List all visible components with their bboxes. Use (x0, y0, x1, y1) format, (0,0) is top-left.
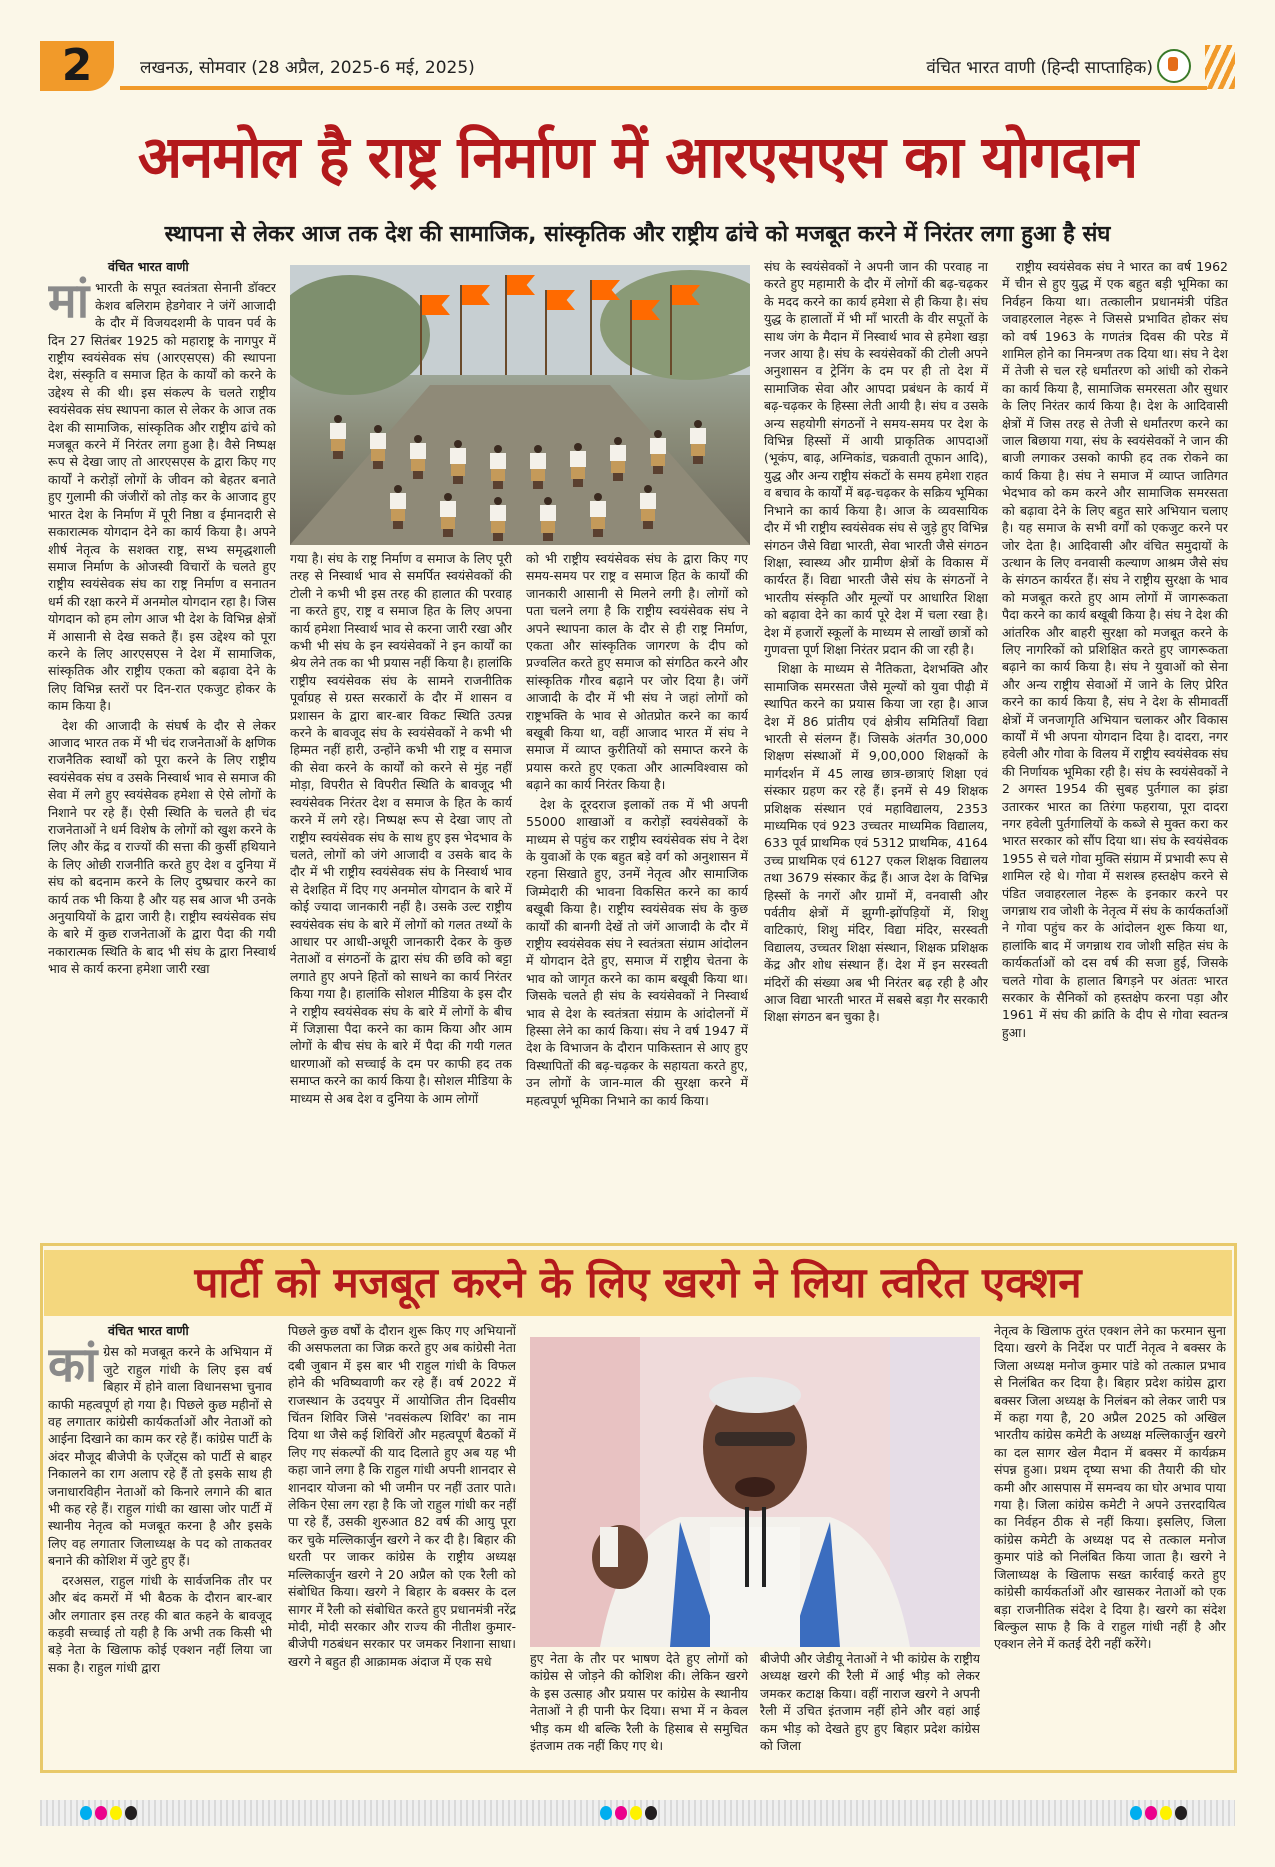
story1-column-2 (290, 550, 512, 1220)
story1-paragraph: शिक्षा के माध्यम से नैतिकता, देशभक्ति और सामाजिक समरसता जैसे मूल्यों को युवा पीढ़ी में स्थापित करने का प्रयास किया जा रहा है। आज देश में 86 प्रांतीय एवं क्षेत्रीय समितियाँ विद्या भारती से संलग्न हैं। जिसके अंतर्गत 30,000 शिक्षण संस्थाओं में 9,00,000 शिक्षकों के मार्गदर्शन में 45 लाख छात्र-छात्राएं शिक्षा एवं संस्कार ग्रहण कर रहे हैं। इनमें से 49 शिक्षक प्रशिक्षक संस्थान एवं महाविद्यालय, 2353 माध्यमिक एवं 923 उच्चतर माध्यमिक विद्यालय, 633 पूर्व प्राथमिक एवं 5312 प्राथमिक, 4164 उच्च प्राथमिक एवं 6127 एकल शिक्षक विद्यालय तथा 3679 संस्कार केंद्र हैं। आज देश के विभिन्न हिस्सों के नगरों और ग्रामों में, वनवासी और पर्वतीय क्षेत्रों में झुग्गी-झोंपड़ियों में, शिशु वाटिकाएं, शिशु मंदिर, विद्या मंदिर, सरस्वती विद्यालय, उच्चतर शिक्षा संस्थान, शिक्षक प्रशिक्षक केंद्र और शोध संस्थान हैं। देश में इन सरस्वती मंदिरों की संख्या अब भी निरंतर बढ़ रही है और आज विद्या भारती भारत में सबसे बड़ा गैर सरकारी शिक्षा संगठन बन चुका है। (764, 661, 988, 1025)
story2-headline: पार्टी को मजबूत करने के लिए खरगे ने लिया त्वरित एक्शन (44, 1250, 1232, 1316)
story1-subheadline: स्थापना से लेकर आज तक देश की सामाजिक, सांस्कृतिक और राष्ट्रीय ढांचे को मजबूत करने में निरंतर लगा हुआ है संघ (164, 222, 1111, 247)
paper-name: वंचित भारत वाणी (हिन्दी साप्ताहिक) (926, 58, 1153, 78)
story2-column-1 (48, 1322, 272, 1762)
story2-paragraph: नेतृत्व के खिलाफ तुरंत एक्शन लेने का फरमान सुना दिया। खरगे के निर्देश पर पार्टी नेतृत्व ने बक्सर के जिला अध्यक्ष मनोज कुमार पांडे को तत्काल प्रभाव से निलंबित कर दिया है। बिहार प्रदेश कांग्रेस द्वारा बक्सर जिला अध्यक्ष के निलंबन को लेकर जारी पत्र में कहा गया है, 20 अप्रैल 2025 को अखिल भारतीय कांग्रेस कमेटी के अध्यक्ष मल्लिकार्जुन खरगे का दल सागर खेल मैदान में बक्सर में कार्यक्रम संपन्न हुआ। प्रथम दृष्या सभा की तैयारी की घोर कमी और आसपास में समन्वय का घोर अभाव पाया गया है। जिला कांग्रेस कमेटी ने अपने उत्तरदायित्व का निर्वहन ठीक से नहीं किया। इसलिए, जिला कांग्रेस कमेटी के अध्यक्ष पद से तत्काल मनोज कुमार पांडे को निलंबित किया जाता है। खरगे ने जिलाध्यक्ष के खिलाफ सख्त कार्रवाई करते हुए कांग्रेसी कार्यकर्ताओं और खासकर नेताओं को एक बड़ा राजनीतिक संदेश दे दिया है। खरगे का संदेश बिल्कुल साफ है कि वे राहुल गांधी नहीं है और एक्शन लेने में कतई देरी नहीं करेंगे। (994, 1323, 1226, 1652)
header-stripes (1205, 45, 1235, 89)
story2-byline: वंचित भारत वाणी (108, 1323, 189, 1338)
story1-byline: वंचित भारत वाणी (108, 259, 189, 274)
story2-paragraph: हुए नेता के तौर पर भाषण देते हुए लोगों को कांग्रेस से जोड़ने की कोशिश की। लेकिन खरगे के इस उत्साह और प्रयास पर कांग्रेस के स्थानीय नेताओं ने ही पानी फेर दिया। सभा में न केवल भीड़ कम थी बल्कि रैली के हिसाब से समुचित इंतजाम तक नहीं किए गए थे। (530, 1651, 748, 1754)
story1-column-5 (1002, 258, 1228, 1220)
story1-paragraph: राष्ट्रीय स्वयंसेवक संघ ने भारत का वर्ष 1962 में चीन से हुए युद्ध में एक बहुत बड़ी भूमिका का निर्वहन किया था। तत्कालीन प्रधानमंत्री पंडित जवाहरलाल नेहरू ने जिससे प्रभावित होकर संघ को वर्ष 1963 के गणतंत्र दिवस की परेड में शामिल होने का निमन्त्रण तक दिया था। संघ ने देश में तेजी से चल रहे धर्मांतरण को आंधी को रोकने का कार्य किया है, सामाजिक समरसता और सुधार के लिए निरंतर कार्य किया है। देश के आदिवासी क्षेत्रों में जिस तरह से तेजी से धर्मांतरण करने का जाल बिछाया गया, संघ के स्वयंसेवकों ने जान की बाजी लगाकर उसको काफी हद तक रोकने का कार्य किया है। संघ ने समाज में व्याप्त जातिगत भेदभाव को कम करने और सामाजिक समरसता को बढ़ावा देने के लिए बहुत सारे अभियान चलाए है। यह समाज के सभी वर्गों को एकजुट करने पर जोर देता है। आदिवासी और वंचित समुदायों के उत्थान के लिए वनवासी कल्याण आश्रम जैसे संघ के संगठन कार्यरत हैं। संघ ने राष्ट्रीय सुरक्षा के भाव को मजबूत करते हुए आम लोगों में जागरूकता पैदा करने का कार्य बखूबी किया है। संघ ने देश की आंतरिक और बाहरी सुरक्षा को मजबूत करने के लिए नागरिकों को प्रशिक्षित करते हुए जागरूकता बढ़ाने का कार्य किया है। संघ ने युवाओं को सेना और अन्य राष्ट्रीय सेवाओं में जाने के लिए प्रेरित करने का कार्य किया है, संघ ने देश के सीमावर्ती क्षेत्रों में जनजागृति अभियान चलाकर और विकास कार्यों में भी अपना योगदान दिया है। दादरा, नगर हवेली और गोवा के विलय में राष्ट्रीय स्वयंसेवक संघ की निर्णायक भूमिका रही है। संघ के स्वयंसेवकों ने 2 अगस्त 1954 की सुबह पुर्तगाल का झंडा उतारकर भारत का तिरंगा फहराया, पूरा दादरा नगर हवेली पुर्तगालियों के कब्जे से मुक्त करा कर भारत सरकार को सौंप दिया था। संघ के स्वयंसेवक 1955 से चले गोवा मुक्ति संग्राम में प्रभावी रूप से शामिल रहे थे। गोवा में सशस्त्र हस्तक्षेप करने से पंडित जवाहरलाल नेहरू के इनकार करने पर जगन्नाथ राव जोशी के नेतृत्व में संघ के कार्यकर्ताओं ने गोवा पहुंच कर के आंदोलन शुरू किया था, हालांकि बाद में जगन्नाथ राव जोशी सहित संघ के कार्यकर्ताओं को दस वर्ष की सजा हुई, जिसके चलते गोवा के हालात बिगड़ने पर अंततः भारत सरकार के सैनिकों को हस्तक्षेप करना पड़ा और 1961 में संघ की क्रांति के दीप से गोवा स्वतन्त्र हुआ। (1002, 259, 1228, 1040)
marching-volunteers-image (290, 265, 750, 545)
story1-drop-letter: मां (48, 273, 90, 330)
kharge-speech-photo (530, 1337, 980, 1647)
story1-paragraph: देश के दूरदराज इलाकों तक में भी अपनी 55000 शाखाओं व करोड़ों स्वयंसेवकों के माध्यम से पहुंच कर राष्ट्रीय स्वयंसेवक संघ ने देश के युवाओं के एक बहुत बड़े वर्ग को अनुशासन में रहना सिखाते हुए, उनमें नेतृत्व और सामाजिक जिम्मेदारी की भावना विकसित करने का कार्य बखूबी किया है। राष्ट्रीय स्वयंसेवक संघ के कुछ कार्यों की बानगी देखें तो जंगें आजादी के दौर में राष्ट्रीय स्वयंसेवक संघ ने स्वतंत्रता संग्राम आंदोलन में योगदान देते हुए, समाज में राष्ट्रीय चेतना के भाव को जागृत करने का काम बखूबी किया था। जिसके चलते ही संघ के स्वयंसेवकों ने निस्वार्थ भाव से देश के स्वतंत्रता संग्राम के आंदोलनों में हिस्सा लेने का कार्य किया। संघ ने वर्ष 1947 में देश के विभाजन के दौरान पाकिस्तान से आए हुए विस्थापितों की बढ़-चढ़कर के सहायता करते हुए, उन लोगों के जान-माल की सुरक्षा करने में महत्वपूर्ण भूमिका निभाने का कार्य किया। (526, 796, 748, 1108)
story2-column-5 (994, 1322, 1226, 1762)
dateline: लखनऊ, सोमवार (28 अप्रैल, 2025-6 मई, 2025) (140, 58, 475, 78)
story2-paragraph: बीजेपी और जेडीयू नेताओं ने भी कांग्रेस के राष्ट्रीय अध्यक्ष खरगे की रैली में आई भीड़ को लेकर जमकर कटाक्ष किया। वहीं नाराज खरगे ने अपनी रैली में उचित इंतजाम नहीं होने और वहां आई कम भीड़ को देखते हुए हुए बिहार प्रदेश कांग्रेस को जिला (760, 1651, 980, 1754)
story2-column-4 (760, 1650, 980, 1762)
registration-marks-left (80, 1806, 137, 1820)
registration-marks-right (1130, 1806, 1187, 1820)
footer-bar (40, 1800, 1235, 1826)
story1-column-4 (764, 258, 988, 1220)
story1-paragraph: देश की आजादी के संघर्ष के दौर से लेकर आजाद भारत तक में भी चंद राजनेताओं के क्षणिक राजनैतिक स्वार्थों को पूरा करने के लिए राष्ट्रीय स्वयंसेवक संघ व उसके निस्वार्थ भाव से समाज की सेवा में लगे हुए स्वयंसेवक हमेशा से ऐसे लोगों के निशाने पर रहे हैं। ऐसी स्थिति के चलते ही चंद राजनेताओं ने धर्म विशेष के लोगों को खुश करने के लिए और केंद्र व राज्यों की सत्ता की कुर्सी हथियाने के लिए ओछी राजनीति करते हुए देश व दुनिया में संघ को बदनाम करने के लिए दुष्प्रचार करने का कार्य तक भी किया है और यह सब आज भी उनके अनुयायियों के द्वारा जारी है। राष्ट्रीय स्वयंसेवक संघ के बारे में कुछ राजनेताओं के द्वारा पैदा की गयी नकारात्मक स्थिति के बाद भी संघ के द्वारा निस्वार्थ भाव से कार्य करना हमेशा जारी रखा (48, 717, 276, 977)
story2-paragraph: ग्रेस को मजबूत करने के अभियान में जुटे राहुल गांधी के लिए इस वर्ष बिहार में होने वाला विधानसभा चुनाव काफी महत्वपूर्ण हो गया है। पिछले कुछ महीनों से वह लगातार कांग्रेसी कार्यकर्ताओं और नेताओं को आईना दिखाने का काम कर रहे हैं। कांग्रेस पार्टी के अंदर मौजूद बीजेपी के एजेंट्स को पार्टी से बाहर निकालने का राग अलाप रहे हैं तो इसके साथ ही जनाधारविहीन नेताओं को किनारे लगाने की बात भी कह रहे हैं। राहुल गांधी का खासा जोर पार्टी में स्थानीय नेतृत्व को मजबूत करना है और इसके लिए वह लगातार जिलाध्यक्ष के पद को ताकतवर बनाने की कोशिश में जुटे हुए हैं। (48, 1344, 272, 1569)
story1-paragraph: गया है। संघ के राष्ट्र निर्माण व समाज के लिए पूरी तरह से निस्वार्थ भाव से समर्पित स्वयंसेवकों की टोली ने कभी भी इस तरह की हालात की परवाह ना करते हुए, राष्ट्र व समाज हित के लिए अपना कार्य हमेशा निस्वार्थ भाव से करना जारी रखा और कभी भी संघ के इन स्वयंसेवकों ने इन कार्यों का श्रेय लेने तक का भी प्रयास नहीं किया है। हालांकि राष्ट्रीय स्वयंसेवक संघ के सामने राजनीतिक पूर्वाग्रह से ग्रस्त सरकारों के दौर में शासन व प्रशासन के द्वारा बार-बार विकट स्थिति उत्पन्न करने के बावजूद संघ के स्वयंसेवकों ने कभी भी हिम्मत नहीं हारी, उन्होंने कभी भी राष्ट्र व समाज की सेवा करने के कार्यों को करने से मुंह नहीं मोड़ा, विपरीत से विपरीत स्थिति के बावजूद भी स्वयंसेवक निरंतर देश व समाज के हित के कार्य करने में लगे रहे। निष्पक्ष रूप से देखा जाए तो राष्ट्रीय स्वयंसेवक संघ के साथ हुए इस भेदभाव के चलते, लोगों को जंगे आजादी व उसके बाद के दौर में भी राष्ट्रीय स्वयंसेवक संघ के निस्वार्थ भाव से देशहित में दिए गए अनमोल योगदान के बारे में कोई ज्यादा जानकारी नहीं है। उसके उल्ट राष्ट्रीय स्वयंसेवक संघ के बारे में लोगों को गलत तथ्यों के आधार पर आधी-अधूरी जानकारी देकर के कुछ नेताओं व संगठनों के द्वारा संघ की छवि को बट्टा लगाते हुए अपने हितों को साधने का कार्य निरंतर किया गया है। हालांकि सोशल मीडिया के इस दौर ने राष्ट्रीय स्वयंसेवक संघ के बारे में लोगों के बीच में जिज्ञासा पैदा करने का काम किया और आम लोगों के बीच संघ के बारे में पैदा की गयी गलत धारणाओं को सच्चाई के दम पर काफी हद तक समाप्त करने का कार्य किया है। सोशल मीडिया के माध्यम से अब देश व दुनिया के आम लोगों (290, 551, 512, 1106)
page-header (40, 40, 1235, 91)
story1-headline: अनमोल है राष्ट्र निर्माण में आरएसएस का योगदान (137, 123, 1138, 191)
story2-paragraph: पिछले कुछ वर्षों के दौरान शुरू किए गए अभियानों की असफलता का जिक्र करते हुए अब कांग्रेसी नेता दबी जुबान में इस बार भी राहुल गांधी के विफल होने की भविष्यवाणी कर रहे हैं। वर्ष 2022 में राजस्थान के उदयपुर में आयोजित तीन दिवसीय चिंतन शिविर जिसे 'नवसंकल्प शिविर' का नाम दिया था जैसे कई शिविरों और महत्वपूर्ण बैठकों में लिए गए संकल्पों की याद दिलाते हुए अब यह भी कहा जाने लगा है कि राहुल गांधी अपनी शानदार से शानदार योजना को भी जमीन पर नहीं उतार पाते। लेकिन ऐसा लग रहा है कि जो राहुल गांधी कर नहीं पा रहे हैं, उसकी शुरुआत 82 वर्ष की आयु पूरा कर चुके मल्लिकार्जुन खरगे ने कर दी है। बिहार की धरती पर जाकर कांग्रेस के राष्ट्रीय अध्यक्ष मल्लिकार्जुन खरगे ने 20 अप्रैल को एक रैली को संबोधित किया। खरगे ने बिहार के बक्सर के दल सागर में रैली को संबोधित करते हुए प्रधानमंत्री नरेंद्र मोदी, मोदी सरकार और राज्य की नीतीश कुमार-बीजेपी गठबंधन सरकार पर जमकर निशाना साधा। खरगे ने बहुत ही आक्रामक अंदाज में एक सधे (288, 1323, 516, 1669)
story1-paragraph: को भी राष्ट्रीय स्वयंसेवक संघ के द्वारा किए गए समय-समय पर राष्ट्र व समाज हित के कार्यों की जानकारी आसानी से मिलने लगी है। लोगों को पता चलने लगा है कि राष्ट्रीय स्वयंसेवक संघ ने अपने स्थापना काल के दौर से ही राष्ट्र निर्माण, एकता और सांस्कृतिक जागरण के दीप को प्रज्वलित करते हुए समाज को संगठित करने और सांस्कृतिक गौरव बढ़ाने पर जोर दिया है। जंगें आजादी के दौर में भी संघ ने जहां लोगों को राष्ट्रभक्ति के भाव से ओतप्रोत करने का कार्य बखूबी किया था, वहीं आजाद भारत में संघ ने समाज में व्याप्त कुरीतियों को समाप्त करने के प्रयास करते हुए एकता और आत्मविश्वास को बढ़ाने का कार्य निरंतर किया है। (526, 551, 748, 793)
story1-paragraph: भारती के सपूत स्वतंत्रता सेनानी डॉक्टर केशव बलिराम हेडगेवार ने जंगें आजादी के दौर में विजयदशमी के पावन पर्व के दिन 27 सितंबर 1925 को महाराष्ट्र के नागपुर में राष्ट्रीय स्वयंसेवक संघ (आरएसएस) की स्थापना देश, संस्कृति व समाज हित के कार्यों को करने के उद्देश्य से की थी। इस संकल्प के चलते राष्ट्रीय स्वयंसेवक संघ स्थापना काल से लेकर के आज तक देश की सामाजिक, सांस्कृतिक और राष्ट्रीय ढांचे को मजबूत करने में निरंतर लगा हुआ है। वैसे निष्पक्ष रूप से देखा जाए तो आरएसएस के द्वारा किए गए कार्यों ने करोड़ों लोगों के जीवन को बेहतर बनाते हुए गुलामी की जंजीरों को तोड़ कर के आजाद हुए भारत देश के निर्माण में पूरी निष्ठा व ईमानदारी से सकारात्मक योगदान देने का कार्य किया है। अपने शीर्ष नेतृत्व के सशक्त राष्ट्र, सभ्य समृद्धशाली समाज निर्माण के ओजस्वी विचारों के चलते हुए राष्ट्रीय स्वयंसेवक संघ का राष्ट्र निर्माण व सनातन धर्म की रक्षा करने में अनमोल योगदान रहा है। जिस योगदान को हम लोग आज भी देश के विभिन्न क्षेत्रों में आसानी से देख सकते हैं। इस उद्देश्य को पूरा करने के लिए आरएसएस ने देश में सामाजिक, सांस्कृतिक और राष्ट्रीय एकता को बढ़ावा देने के लिए विभिन्न स्तरों पर दिन-रात एकजुट होकर के काम किया है। (48, 280, 276, 714)
header-rule (120, 86, 1207, 90)
story1-column-1 (48, 258, 276, 1220)
registration-marks-center (600, 1806, 657, 1820)
story1-paragraph: संघ के स्वयंसेवकों ने अपनी जान की परवाह ना करते हुए महामारी के दौर में लोगों की बढ़-चढ़कर के मदद करने का कार्य हमेशा से ही किया है। संघ युद्ध के हालातों में भी माँ भारती के वीर सपूतों के साथ जंग के मैदान में निस्वार्थ भाव से हमेशा खड़ा नजर आया है। संघ के स्वयंसेवकों की टोली अपने अनुशासन व ट्रेनिंग के दम पर ही तो देश में सामाजिक सेवा और आपदा प्रबंधन के कार्य में बढ़-चढ़कर के हिस्सा लेती आयी है। संघ व उसके अन्य सहयोगी संगठनों ने समय-समय पर देश के विभिन्न हिस्सों में आयी प्राकृतिक आपदाओं (भूकंप, बाढ़, अग्निकांड, चक्रवाती तूफान आदि), युद्ध और अन्य राष्ट्रीय संकटों के समय हमेशा राहत व बचाव के कार्यों में बढ़-चढ़कर के सक्रिय भूमिका निभाने का कार्य किया है। आज के व्यवसायिक दौर में भी राष्ट्रीय स्वयंसेवक संघ से जुड़े हुए विभिन्न संगठन जैसे विद्या भारती, सेवा भारती जैसे संगठन शिक्षा, स्वास्थ्य और ग्रामीण क्षेत्रों के विकास में कार्यरत हैं। विद्या भारती जैसे संघ के संगठनों ने भारतीय संस्कृति और मूल्यों पर आधारित शिक्षा को बढ़ावा देने का कार्य पूरे देश में चला रखा है। देश में हजारों स्कूलों के माध्यम से लाखों छात्रों को गुणवत्ता पूर्ण शिक्षा निरंतर प्रदान की जा रही है। (764, 259, 988, 657)
story2-paragraph: दरअसल, राहुल गांधी के सार्वजनिक तौर पर और बंद कमरों में भी बैठक के दौरान बार-बार और लगातार इस तरह की बात कहने के बावजूद कड़वी सच्चाई तो यही है कि अभी तक किसी भी बड़े नेता के खिलाफ कोई एक्शन नहीं लिया जा सका है। राहुल गांधी द्वारा (48, 1572, 272, 1675)
story2-column-2 (288, 1322, 516, 1762)
paper-logo-icon (1157, 49, 1191, 83)
story1-column-3 (526, 550, 748, 1220)
rss-march-photo (290, 265, 750, 545)
speaker-at-podium-image (530, 1337, 980, 1647)
page-number: 2 (40, 41, 114, 91)
story2-column-3 (530, 1650, 748, 1762)
story2-drop-letter: कां (48, 1337, 98, 1394)
